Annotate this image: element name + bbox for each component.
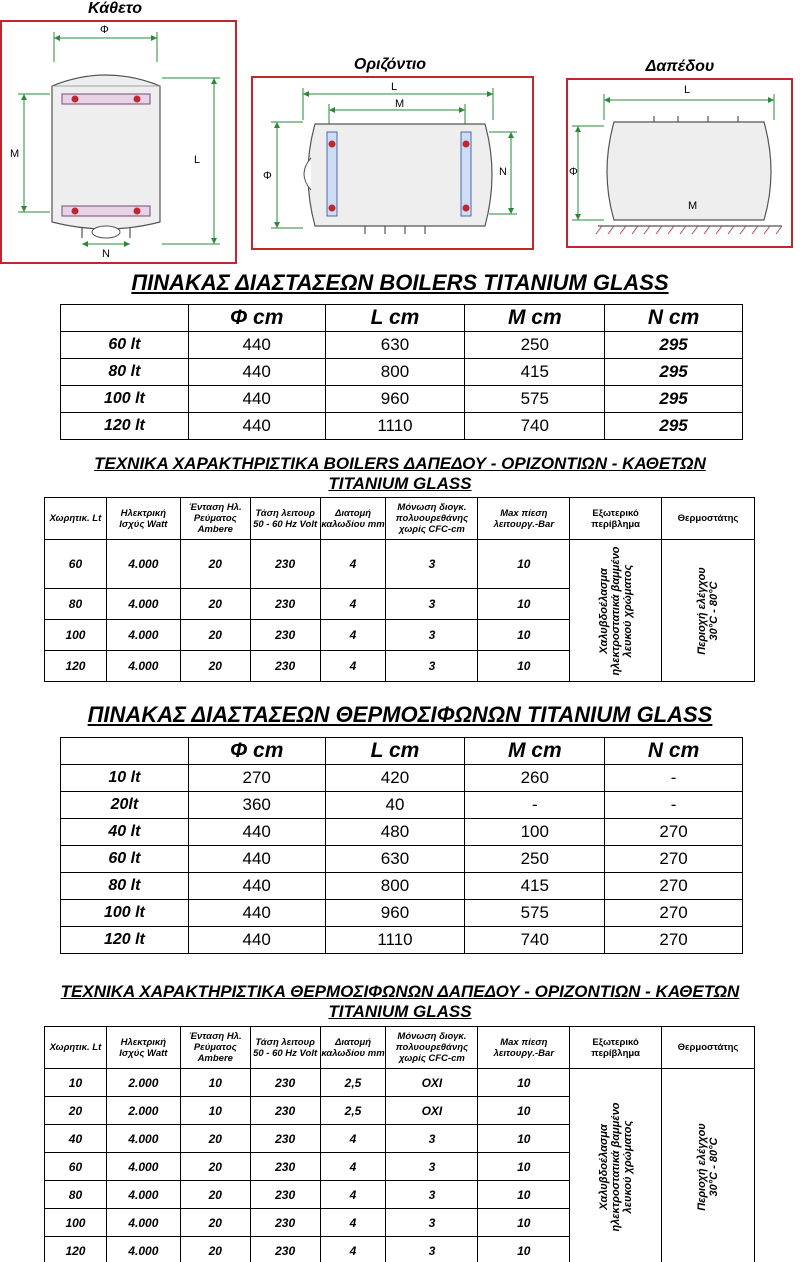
table-cell: 20 [180, 620, 250, 651]
casing-text: Χαλυβδοέλασμα ηλεκτροστατικά βαμμένο λευκού χρώματος [597, 545, 634, 676]
table-cell: 420 [325, 765, 465, 792]
table-cell: 4.000 [106, 620, 180, 651]
table-cell: 480 [325, 819, 465, 846]
table-cell: 3 [386, 1153, 478, 1181]
row-label: 10 lt [61, 765, 189, 792]
header-cell: Μόνωση διογκ. πολυουρεθάνης χωρίς CFC-cm [386, 1027, 478, 1069]
table-cell: 10 [478, 540, 570, 589]
table-cell: 120 [45, 1237, 107, 1262]
table-cell: 4 [320, 540, 386, 589]
table-cell: 440 [188, 332, 325, 359]
table-cell: 20 [45, 1097, 107, 1125]
table-cell: 4.000 [106, 1125, 180, 1153]
floor-boiler-drawing [568, 80, 791, 246]
table-cell: 230 [250, 1097, 320, 1125]
boilers-dimensions-title: ΠΙΝΑΚΑΣ ΔΙΑΣΤΑΣΕΩΝ BOILERS TITANIUM GLASS [131, 270, 669, 295]
thermo-tech-title-line1: ΤΕΧΝΙΚΑ ΧΑΡΑΚΤΗΡΙΣΤΙΚΑ ΘΕΡΜΟΣΙΦΩΝΩΝ ΔΑΠΕΔΟΥ - ΟΡΙΖΟΝΤΙΩΝ - ΚΑΘΕΤΩΝ [60, 982, 740, 1001]
table-cell: 10 [478, 651, 570, 682]
table-cell: ΟΧΙ [386, 1097, 478, 1125]
table-cell: 100 [465, 819, 605, 846]
floor-dim-phi: Φ [569, 166, 578, 178]
header-cell: Εξωτερικό περίβλημα [570, 498, 662, 540]
table-cell: 4.000 [106, 540, 180, 589]
table-row [61, 332, 743, 359]
table-cell: 4.000 [106, 1181, 180, 1209]
header-cell: Τάση λειτουρ 50 - 60 Hz Volt [250, 498, 320, 540]
table-cell: 295 [605, 332, 743, 359]
table-cell: 100 [45, 620, 107, 651]
vertical-dim-m: M [10, 148, 20, 160]
table-cell: 295 [605, 413, 743, 440]
floor-dim-m: M [688, 200, 698, 212]
vertical-caption: Κάθετο [87, 0, 143, 17]
table-cell: 20 [180, 589, 250, 620]
table-cell: 4.000 [106, 1237, 180, 1262]
table-row [61, 386, 743, 413]
casing-cell [570, 1069, 662, 1262]
row-label: 80 lt [61, 359, 189, 386]
boilers-tech-title-line1: ΤΕΧΝΙΚΑ ΧΑΡΑΚΤΗΡΙΣΤΙΚΑ BOILERS ΔΑΠΕΔΟΥ - ΟΡΙΖΟΝΤΙΩΝ - ΚΑΘΕΤΩΝ [94, 454, 706, 473]
boilers-dimensions-table [60, 304, 743, 440]
table-cell: 230 [250, 651, 320, 682]
table-row [61, 413, 743, 440]
table-cell: 10 [478, 1209, 570, 1237]
table-cell: 270 [605, 846, 743, 873]
header-cell: Max πίεση λειτουργ.-Bar [478, 1027, 570, 1069]
table-cell: 40 [325, 792, 465, 819]
horizontal-diagram [251, 76, 534, 250]
thermostat-text: Περιοχή ελέγχου 30°C - 80°C [696, 566, 721, 655]
table-cell: 740 [465, 413, 605, 440]
table-cell: 3 [386, 651, 478, 682]
header-cell: Μόνωση διογκ. πολυουρεθάνης χωρίς CFC-cm [386, 498, 478, 540]
table-cell: 10 [478, 1237, 570, 1262]
row-label: 60 lt [61, 332, 189, 359]
table-cell: 260 [465, 765, 605, 792]
table-cell: 3 [386, 620, 478, 651]
header-cell: L cm [325, 305, 465, 332]
boilers-tech-title-line2: TITANIUM GLASS [328, 474, 472, 493]
table-cell: 4.000 [106, 589, 180, 620]
row-label: 60 lt [61, 846, 189, 873]
thermo-tech-title-line2: TITANIUM GLASS [328, 1002, 472, 1021]
table-row [61, 765, 743, 792]
table-row [61, 846, 743, 873]
table-cell: 4 [320, 1125, 386, 1153]
header-cell: L cm [325, 738, 465, 765]
table-cell: - [605, 765, 743, 792]
header-cell: Φ cm [188, 305, 325, 332]
table-cell: 3 [386, 1237, 478, 1262]
table-cell: 440 [188, 413, 325, 440]
header-cell: Θερμοστάτης [662, 1027, 755, 1069]
table-cell: 575 [465, 386, 605, 413]
horizontal-boiler-drawing [253, 78, 532, 248]
table-cell: 440 [188, 819, 325, 846]
header-cell: Ένταση Ηλ. Ρεύματος Ambere [180, 1027, 250, 1069]
table-cell: 80 [45, 1181, 107, 1209]
floor-caption: Δαπέδου [645, 58, 715, 75]
table-cell: 10 [478, 620, 570, 651]
table-header-row [45, 1027, 755, 1069]
table-cell: 230 [250, 1181, 320, 1209]
table-cell: 740 [465, 927, 605, 954]
table-header-row [45, 498, 755, 540]
table-cell: 100 [45, 1209, 107, 1237]
table-cell: 10 [180, 1097, 250, 1125]
header-cell: Χωρητικ. Lt [45, 1027, 107, 1069]
header-cell: Διατομή καλωδίου mm [320, 498, 386, 540]
thermo-dimensions-title: ΠΙΝΑΚΑΣ ΔΙΑΣΤΑΣΕΩΝ ΘΕΡΜΟΣΙΦΩΝΩΝ TITANIUM GLASS [87, 702, 713, 727]
table-cell: 440 [188, 386, 325, 413]
table-cell: 440 [188, 900, 325, 927]
table-cell: 4 [320, 1237, 386, 1262]
horizontal-dim-phi: Φ [263, 170, 272, 182]
header-cell: N cm [605, 305, 743, 332]
header-cell: Διατομή καλωδίου mm [320, 1027, 386, 1069]
header-cell: M cm [465, 738, 605, 765]
table-cell: 10 [478, 1097, 570, 1125]
table-cell: 2,5 [320, 1097, 386, 1125]
table-cell: 60 [45, 1153, 107, 1181]
header-cell: Max πίεση λειτουργ.-Bar [478, 498, 570, 540]
table-cell: 3 [386, 540, 478, 589]
header-cell: Εξωτερικό περίβλημα [570, 1027, 662, 1069]
table-cell: 4 [320, 1181, 386, 1209]
horizontal-dim-l: L [391, 81, 398, 93]
table-cell: 230 [250, 589, 320, 620]
table-cell: 270 [605, 873, 743, 900]
table-cell: 440 [188, 359, 325, 386]
table-cell: 20 [180, 1209, 250, 1237]
header-cell: Τάση λειτουρ 50 - 60 Hz Volt [250, 1027, 320, 1069]
table-row [61, 927, 743, 954]
header-cell: Ηλεκτρική Ισχύς Watt [106, 498, 180, 540]
table-cell: 630 [325, 332, 465, 359]
row-label: 100 lt [61, 386, 189, 413]
table-cell: 2.000 [106, 1097, 180, 1125]
table-cell: 230 [250, 1125, 320, 1153]
header-cell: M cm [465, 305, 605, 332]
table-cell: 4 [320, 1209, 386, 1237]
table-cell: ΟΧΙ [386, 1069, 478, 1097]
table-cell: 2,5 [320, 1069, 386, 1097]
floor-dim-l: L [684, 84, 691, 96]
table-cell: 440 [188, 927, 325, 954]
table-cell: 440 [188, 873, 325, 900]
table-cell: 4 [320, 620, 386, 651]
table-cell: 960 [325, 386, 465, 413]
table-cell: 440 [188, 846, 325, 873]
table-cell: 20 [180, 540, 250, 589]
table-cell: 230 [250, 540, 320, 589]
row-label: 100 lt [61, 900, 189, 927]
table-cell: 415 [465, 873, 605, 900]
table-cell: 575 [465, 900, 605, 927]
table-cell: 4 [320, 651, 386, 682]
vertical-boiler-drawing [2, 22, 235, 262]
horizontal-dim-m: M [395, 98, 405, 110]
table-cell: 270 [188, 765, 325, 792]
row-label: 40 lt [61, 819, 189, 846]
table-cell: 3 [386, 1181, 478, 1209]
table-cell: 4.000 [106, 1153, 180, 1181]
vertical-diagram [0, 20, 237, 264]
header-cell: Φ cm [188, 738, 325, 765]
table-cell: 230 [250, 1237, 320, 1262]
table-cell: 230 [250, 1209, 320, 1237]
table-cell: 20 [180, 1153, 250, 1181]
table-cell: 10 [180, 1069, 250, 1097]
table-header-row [61, 305, 743, 332]
table-cell: - [605, 792, 743, 819]
table-cell: 295 [605, 359, 743, 386]
table-cell: 1110 [325, 413, 465, 440]
table-cell: 4.000 [106, 651, 180, 682]
table-cell: 60 [45, 540, 107, 589]
table-cell: 10 [478, 1181, 570, 1209]
table-cell: 10 [478, 1153, 570, 1181]
row-label: 20lt [61, 792, 189, 819]
table-cell: 360 [188, 792, 325, 819]
table-cell: 4 [320, 1153, 386, 1181]
table-cell: 800 [325, 873, 465, 900]
table-cell: 2.000 [106, 1069, 180, 1097]
header-cell: Θερμοστάτης [662, 498, 755, 540]
table-cell: 270 [605, 927, 743, 954]
table-cell: 3 [386, 589, 478, 620]
table-cell: 3 [386, 1125, 478, 1153]
table-cell: 230 [250, 1153, 320, 1181]
table-cell: 80 [45, 589, 107, 620]
header-cell [61, 738, 189, 765]
header-cell: N cm [605, 738, 743, 765]
horizontal-caption: Οριζόντιο [353, 56, 427, 73]
table-cell: 415 [465, 359, 605, 386]
table-cell: 4.000 [106, 1209, 180, 1237]
table-cell: 270 [605, 900, 743, 927]
table-row [61, 873, 743, 900]
table-row [45, 1069, 755, 1097]
table-cell: 4 [320, 589, 386, 620]
header-cell [61, 305, 189, 332]
table-row [61, 819, 743, 846]
header-cell: Ένταση Ηλ. Ρεύματος Ambere [180, 498, 250, 540]
vertical-dim-phi: Φ [100, 24, 109, 36]
thermostat-cell [662, 540, 755, 682]
table-cell: 250 [465, 332, 605, 359]
table-cell: 20 [180, 1237, 250, 1262]
table-row [45, 540, 755, 589]
table-cell: 230 [250, 1069, 320, 1097]
table-row [61, 359, 743, 386]
vertical-dim-n: N [102, 248, 110, 260]
row-label: 80 lt [61, 873, 189, 900]
table-cell: 10 [478, 589, 570, 620]
row-label: 120 lt [61, 413, 189, 440]
header-cell: Χωρητικ. Lt [45, 498, 107, 540]
table-cell: 630 [325, 846, 465, 873]
table-cell: 3 [386, 1209, 478, 1237]
table-cell: 10 [45, 1069, 107, 1097]
table-cell: 800 [325, 359, 465, 386]
table-cell: 120 [45, 651, 107, 682]
header-cell: Ηλεκτρική Ισχύς Watt [106, 1027, 180, 1069]
table-cell: 20 [180, 1181, 250, 1209]
table-cell: 20 [180, 1125, 250, 1153]
thermostat-text: Περιοχή ελέγχου 30°C - 80°C [696, 1122, 721, 1211]
row-label: 120 lt [61, 927, 189, 954]
table-cell: 10 [478, 1125, 570, 1153]
table-cell: 250 [465, 846, 605, 873]
table-row [61, 900, 743, 927]
table-cell: 270 [605, 819, 743, 846]
table-cell: 40 [45, 1125, 107, 1153]
table-header-row [61, 738, 743, 765]
thermo-tech-table [44, 1026, 755, 1262]
casing-text: Χαλυβδοέλασμα ηλεκτροστατικά βαμμένο λευκού χρώματος [597, 1101, 634, 1232]
thermo-dimensions-table [60, 737, 743, 954]
table-cell: - [465, 792, 605, 819]
casing-cell [570, 540, 662, 682]
vertical-dim-l: L [194, 154, 201, 166]
floor-diagram [566, 78, 793, 248]
table-cell: 10 [478, 1069, 570, 1097]
table-row [61, 792, 743, 819]
boilers-tech-table [44, 497, 755, 682]
thermostat-cell [662, 1069, 755, 1262]
table-cell: 230 [250, 620, 320, 651]
table-cell: 960 [325, 900, 465, 927]
table-cell: 295 [605, 386, 743, 413]
table-cell: 1110 [325, 927, 465, 954]
horizontal-dim-n: N [499, 166, 507, 178]
table-cell: 20 [180, 651, 250, 682]
